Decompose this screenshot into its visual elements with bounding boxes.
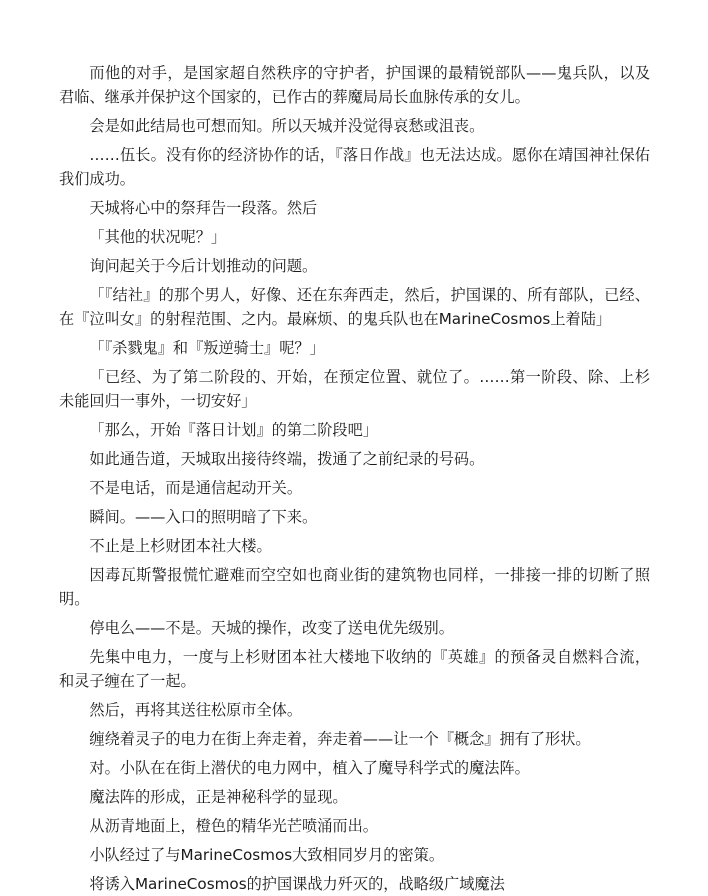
paragraph: 瞬间。——入口的照明暗了下来。	[89, 508, 318, 526]
paragraph: 「已经、为了第二阶段的、开始，在预定位置、就位了。……第一阶段、除、上杉未能回归一事外，一切安好」	[59, 368, 650, 410]
paragraph: 「『结社』的那个男人，好像、还在东奔西走，然后，护国课的、所有部队，已经、在『泣叫女』的射程范围、之内。最麻烦、的鬼兵队也在MarineCosmos上着陆」	[59, 286, 650, 328]
paragraph: ……伍长。没有你的经济协作的话，『落日作战』也无法达成。愿你在靖国神社保佑我们成功。	[59, 146, 650, 188]
paragraph: 然后，再将其送往松原市全体。	[89, 701, 303, 719]
paragraph: 「其他的状况呢？」	[89, 228, 227, 246]
paragraph: 先集中电力，一度与上杉财团本社大楼地下收纳的『英雄』的预备灵自燃料合流，和灵子缠在了一起。	[59, 648, 650, 690]
paragraph: 魔法阵的形成，正是神秘科学的显现。	[89, 788, 348, 806]
paragraph: 天城将心中的祭拜告一段落。然后	[89, 199, 318, 217]
paragraph: 因毒瓦斯警报慌忙避难而空空如也商业街的建筑物也同样，一排接一排的切断了照明。	[59, 566, 650, 608]
paragraph: 缠绕着灵子的电力在街上奔走着，奔走着——让一个『概念』拥有了形状。	[89, 730, 591, 748]
paragraph: 小队经过了与MarineCosmos大致相同岁月的密策。	[89, 846, 445, 864]
paragraph: 「『杀戮鬼』和『叛逆骑士』呢？」	[89, 339, 325, 357]
paragraph: 从沥青地面上，橙色的精华光芒喷涌而出。	[89, 817, 378, 835]
paragraph: 停电么——不是。天城的操作，改变了送电优先级别。	[89, 619, 454, 637]
paragraph: 而他的对手，是国家超自然秩序的守护者，护国课的最精锐部队——鬼兵队，以及君临、继承并保护这个国家的，已作古的葬魔局局长血脉传承的女儿。	[59, 64, 650, 106]
paragraph: 询问起关于今后计划推动的问题。	[89, 257, 318, 275]
paragraph: 如此通告道，天城取出接待终端，拨通了之前纪录的号码。	[89, 450, 485, 468]
paragraph: 会是如此结局也可想而知。所以天城并没觉得哀愁或沮丧。	[89, 117, 485, 135]
paragraph: 「那么，开始『落日计划』的第二阶段吧」	[89, 421, 378, 439]
paragraph: 不止是上杉财团本社大楼。	[89, 537, 272, 555]
paragraph: 将诱入MarineCosmos的护国课战力歼灭的，战略级广域魔法	[89, 875, 505, 893]
paragraph: 对。小队在在街上潜伏的电力网中，植入了魔导科学式的魔法阵。	[89, 759, 530, 777]
paragraph: 不是电话，而是通信起动开关。	[89, 479, 303, 497]
